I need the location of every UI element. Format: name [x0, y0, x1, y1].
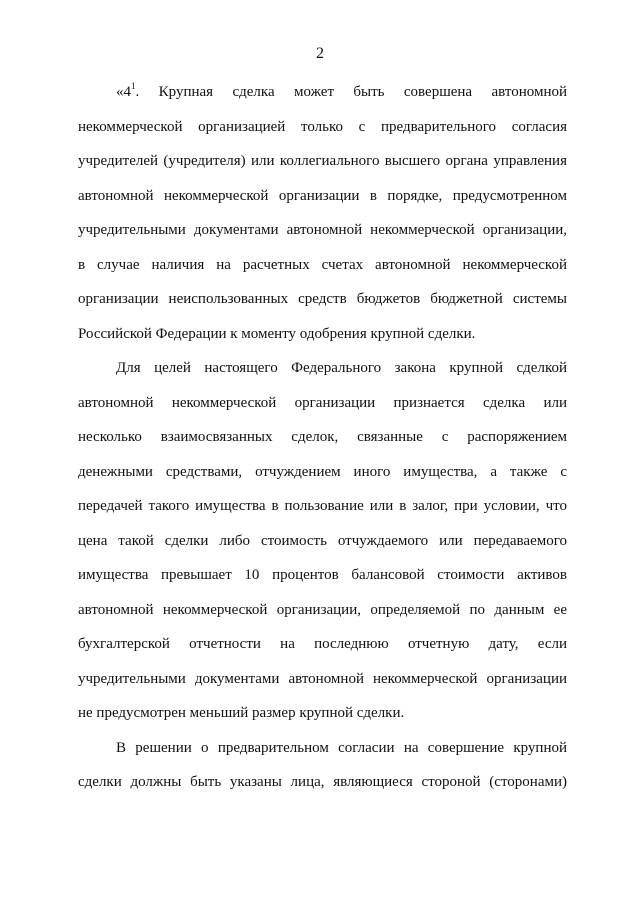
text-line: учредительными документами автономной некоммерческой организации,	[78, 222, 567, 238]
text-line: цена такой сделки либо стоимость отчуждаемого или передаваемого	[78, 532, 567, 549]
text-fragment: . Крупная сделка может быть совершена автономной	[135, 84, 567, 100]
text-line: Российской Федерации к моменту одобрения крупной сделки.	[78, 325, 476, 342]
text-line: сделки должны быть указаны лица, являющиеся стороной (сторонами)	[78, 774, 567, 790]
text-line: организации неиспользованных средств бюджетов бюджетной системы	[78, 291, 567, 307]
text-line: учредителей (учредителя) или коллегиального высшего органа управления	[78, 153, 567, 169]
document-body	[78, 78, 567, 803]
text-line: не предусмотрен меньший размер крупной сделки.	[78, 705, 405, 721]
text-line: автономной некоммерческой организации в порядке, предусмотренном	[78, 187, 567, 204]
paragraph-2	[78, 354, 567, 734]
text-line: некоммерческой организацией только с предварительного согласия	[78, 118, 567, 135]
text-line: В решении о предварительном согласии на совершение крупной	[116, 739, 567, 756]
text-line: в случае наличия на расчетных счетах автономной некоммерческой	[78, 256, 567, 273]
text-line: автономной некоммерческой организации, определяемой по данным ее	[78, 601, 567, 618]
paragraph-3	[78, 734, 567, 803]
text-line: передачей такого имущества в пользование или в залог, при условии, что	[78, 498, 567, 514]
text-line: имущества превышает 10 процентов балансовой стоимости активов	[78, 567, 567, 583]
text-line: учредительными документами автономной некоммерческой организации	[78, 670, 567, 687]
text-line	[78, 78, 567, 113]
text-line: бухгалтерской отчетности на последнюю отчетную дату, если	[78, 636, 567, 652]
text-line: несколько взаимосвязанных сделок, связанные с распоряжением	[78, 429, 567, 445]
text-line: Для целей настоящего Федерального закона крупной сделкой	[116, 360, 567, 376]
page-number: 2	[316, 45, 324, 62]
text-line: автономной некоммерческой организации признается сделка или	[78, 394, 567, 411]
paragraph-1	[78, 78, 567, 354]
text-fragment: «4	[116, 84, 131, 100]
superscript: 1	[131, 81, 136, 91]
text-line: денежными средствами, отчуждением иного имущества, а также с	[78, 463, 567, 480]
